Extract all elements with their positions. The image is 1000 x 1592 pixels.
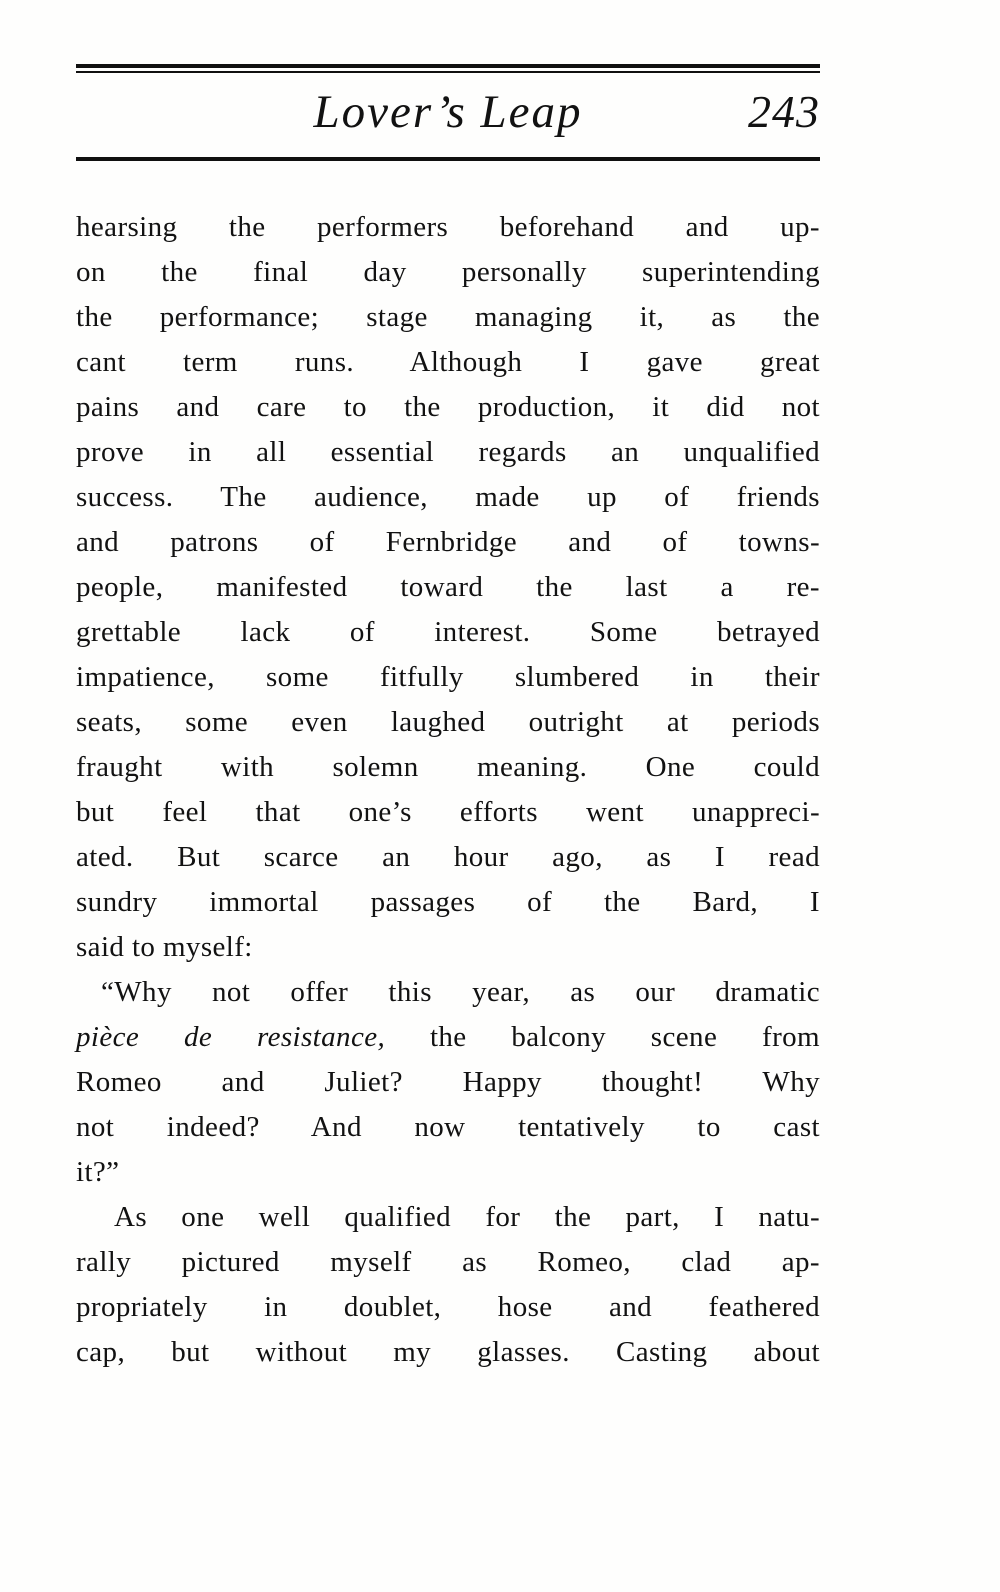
text-line: Romeo and Juliet? Happy thought! Why [76,1066,820,1098]
text-line: not indeed? And now tentatively to cast [76,1111,820,1143]
text-line: success. The audience, made up of friends [76,481,820,513]
text-line: hearsing the performers beforehand and up- [76,211,820,243]
text-segment: the balcony scene from [385,1021,820,1053]
text-line: cap, but without my glasses. Casting about [76,1336,820,1368]
text-line: sundry immortal passages of the Bard, I [76,886,820,918]
text-line: ated. But scarce an hour ago, as I read [76,841,820,873]
text-line: As one well qualified for the part, I natu- [114,1201,820,1233]
header-rule-top-outer [76,64,820,68]
text-line: propriately in doublet, hose and feathered [76,1291,820,1323]
paragraph [76,1195,820,1375]
text-line: and patrons of Fernbridge and of towns- [76,526,820,558]
text-line: rally pictured myself as Romeo, clad ap- [76,1246,820,1278]
header-rule-bottom [76,157,820,161]
running-head [76,64,820,161]
text-line: but feel that one’s efforts went unappreci- [76,796,820,828]
text-line: pains and care to the production, it did not [76,391,820,423]
page-number: 243 [748,86,820,137]
page-body [76,205,820,1375]
text-line [76,1015,820,1060]
text-line: people, manifested toward the last a re- [76,571,820,603]
text-line: seats, some even laughed outright at periods [76,706,820,738]
text-line: prove in all essential regards an unqualified [76,436,820,468]
paragraph [76,205,820,970]
italic-phrase: pièce de resistance, [76,1021,386,1053]
paragraph [76,970,820,1195]
text-line: cant term runs. Although I gave great [76,346,820,378]
text-line: fraught with solemn meaning. One could [76,751,820,783]
text-line: impatience, some fitfully slumbered in their [76,661,820,693]
text-line: “Why not offer this year, as our dramatic [101,976,820,1008]
text-line: on the final day personally superintending [76,256,820,288]
text-line: said to myself: [76,931,253,963]
text-line: it?” [76,1156,120,1188]
running-head-title: Lover’s Leap [313,86,583,138]
text-line: grettable lack of interest. Some betrayed [76,616,820,648]
running-head-row [76,73,820,157]
text-line: the performance; stage managing it, as the [76,301,820,333]
